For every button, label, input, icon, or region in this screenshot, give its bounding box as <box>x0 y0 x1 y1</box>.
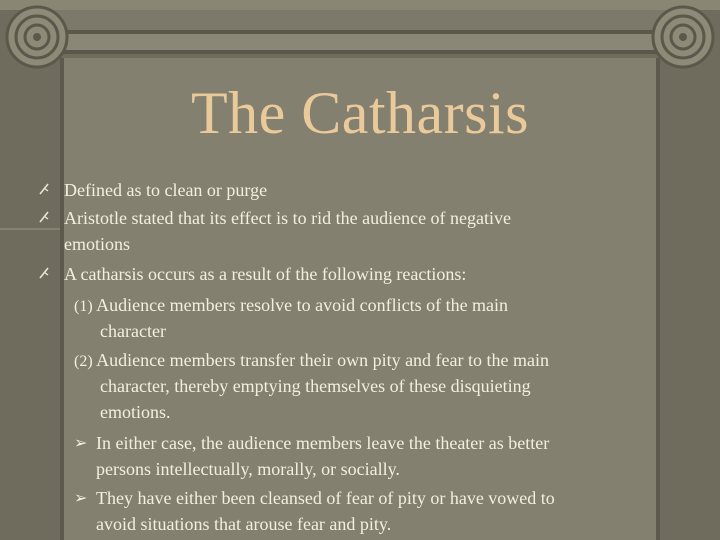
reaction-item <box>74 293 508 319</box>
slide-title: The Catharsis <box>190 80 530 146</box>
subpoint-text: They have either been cleansed of fear of pity or have vowed to <box>96 488 555 508</box>
arrow-bullet-icon: ➢ <box>74 433 88 452</box>
bullet-text: Defined as to clean or purge <box>64 180 268 200</box>
reaction-number: (2) <box>74 353 93 370</box>
subpoint-text: In either case, the audience members leave the theater as better <box>96 433 550 453</box>
quill-bullet-icon <box>38 210 50 224</box>
reaction-number: (1) <box>74 298 93 315</box>
reaction-text-continued: emotions. <box>100 402 171 422</box>
bullet-text-continued: emotions <box>64 234 130 254</box>
quill-bullet-icon <box>38 266 50 280</box>
subpoint-text-continued: avoid situations that arouse fear and pity. <box>96 514 392 534</box>
reaction-text-continued: character, thereby emptying themselves of these disquieting <box>100 376 531 396</box>
bullet-text: Aristotle stated that its effect is to rid the audience of negative <box>64 208 512 228</box>
quill-bullet-icon <box>38 182 50 196</box>
subpoint-text-continued: persons intellectually, morally, or socially. <box>96 459 400 479</box>
arrow-bullet-icon: ➢ <box>74 488 88 507</box>
reaction-text: Audience members resolve to avoid conflicts of the main <box>96 295 509 315</box>
reaction-item <box>74 348 549 374</box>
reaction-text-continued: character <box>100 321 166 341</box>
reaction-text: Audience members transfer their own pity and fear to the main <box>96 350 550 370</box>
bullet-text: A catharsis occurs as a result of the following reactions: <box>64 264 467 284</box>
